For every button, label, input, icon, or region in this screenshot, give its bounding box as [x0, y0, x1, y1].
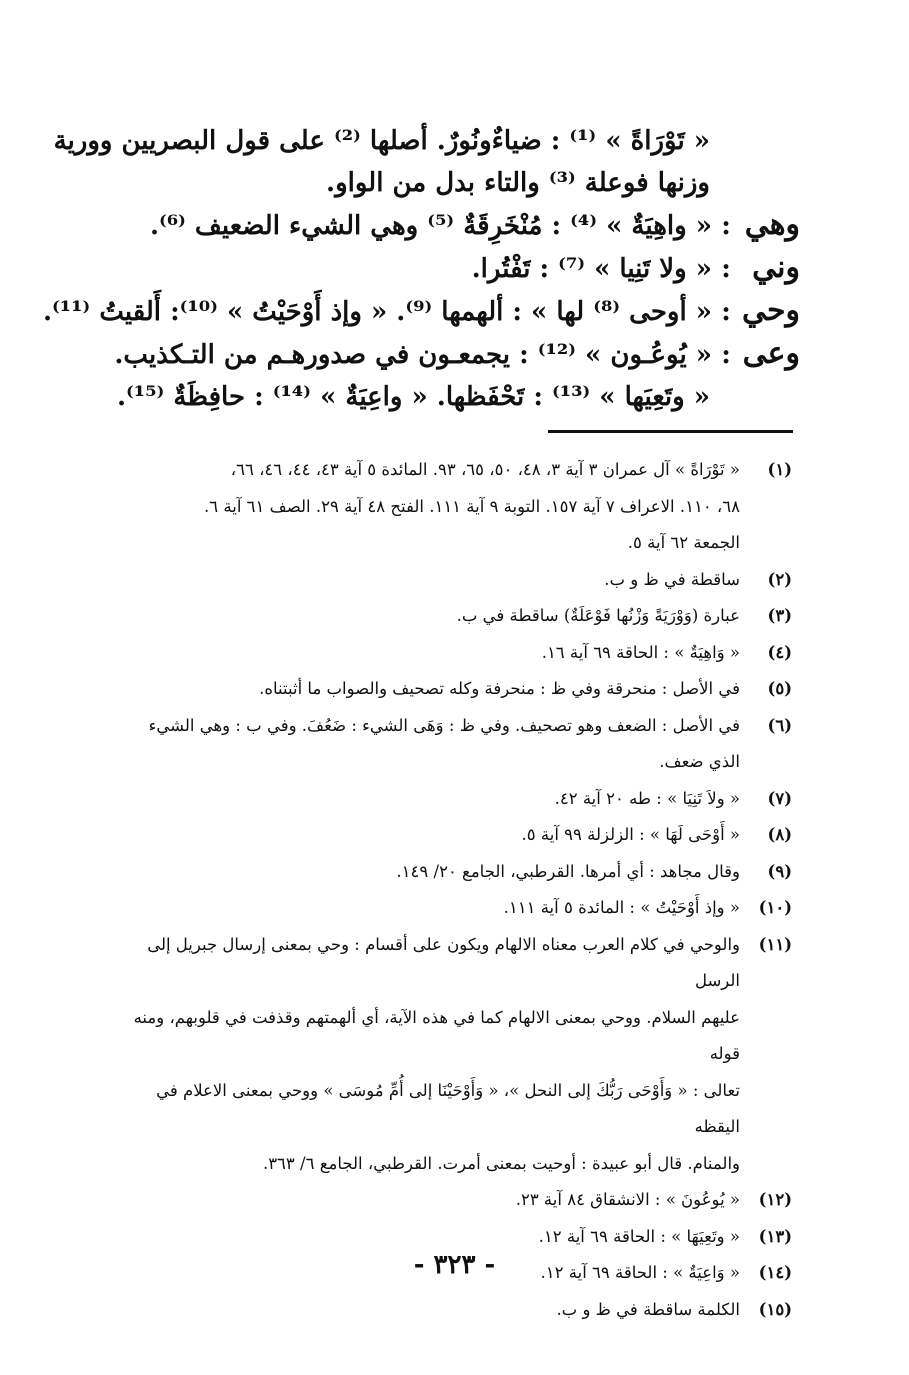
- footnote-number: (١٢): [758, 1190, 792, 1209]
- main-line: [42, 290, 800, 333]
- footnote-number: (١٠): [758, 898, 792, 917]
- footnote-number: (٥): [767, 679, 792, 698]
- footnote-text: في الأصل : الضعف وهو تصحيف. وفي ظ : وَهَى الشيء : ضَعُفَ. وفي ب : وهي الشيء الذي ضعف.: [148, 715, 740, 771]
- footnote: [110, 817, 792, 854]
- footnote-number: (٢): [767, 569, 792, 589]
- footnote: [110, 562, 792, 599]
- main-line-text: « واهِيَةٌ » ⁽⁴⁾ : مُنْخَرِقَةٌ ⁽⁵⁾ وهي الشيء الضعيف ⁽⁶⁾.: [149, 211, 712, 241]
- footnote-text: ساقطة في ظ و ب.: [604, 569, 740, 589]
- main-line: [110, 333, 800, 376]
- root-word: وحي: [741, 293, 800, 328]
- main-line: [110, 247, 800, 290]
- footnotes: [110, 452, 792, 1328]
- page-number: - ٣٢٣ -: [413, 1250, 496, 1280]
- root-colon: :: [721, 340, 731, 370]
- root-word: وهي: [744, 207, 800, 242]
- main-text: [42, 120, 800, 418]
- root-word: وعى: [742, 336, 800, 371]
- footnote-number: (٦): [767, 715, 792, 735]
- footnote: [110, 452, 792, 562]
- footnote: [110, 1292, 792, 1329]
- footnote-text: « تَوْرَاةً » آل عمران ٣ آية ٣، ٤٨، ٥٠، ٦٥، ٩٣. المائدة ٥ آية ٤٣، ٤٤، ٤٦، ٦٦، ٦٨، ١١٠. الاعراف ٧ آية ١٥٧. التوبة ٩ آية ١١١. الفتح ٤٨ آية ٢٩. الصف ٦١ آية ٦. الجمعة ٦٢ آية ٥.: [204, 460, 740, 552]
- footnote-text: « ولاَ تَنِيَا » : طه ٢٠ آية ٤٢.: [554, 788, 740, 808]
- footnote-text: « يُوعُونَ » : الانشقاق ٨٤ آية ٢٣.: [515, 1190, 740, 1209]
- footnote: [110, 1182, 792, 1219]
- footnote-number: (٨): [767, 825, 792, 844]
- footnote: [110, 781, 792, 818]
- footnote: [110, 671, 792, 708]
- footnote: [110, 598, 792, 635]
- main-line: [110, 376, 800, 418]
- footnote: [110, 890, 792, 927]
- footnote-text: والوحي في كلام العرب معناه الالهام ويكون على أقسام : وحي بمعنى إرسال جبريل إلى الرسل عليهم السلام. ووحي بمعنى الالهام كما في هذه الآية، أي ألهمتهم وقذفت في قلوبهم، ومنه قوله تعالى : « وَأَوْحَى رَبُّكَ إلى النحل »، « وَأَوْحَيْنَا إلى أُمِّ مُوسَى » ووحي بمعنى الاعلام في اليقظه والمنام. قال أبو عبيدة : أوحيت بمعنى أمرت. القرطبي، الجامع ٦/ ٣٦٣.: [133, 934, 740, 1173]
- footnote-separator: [548, 430, 793, 433]
- main-line-text: « يُوعُـون » ⁽¹²⁾ : يجمعـون في صدورهـم من التـكذيب.: [114, 340, 712, 370]
- footnote: [110, 635, 792, 672]
- footnote-text: « وَاهِيَةٌ » : الحاقة ٦٩ آية ١٦.: [541, 642, 740, 662]
- footnote-number: (١٣): [758, 1226, 792, 1246]
- footnote-text: « وَاعِيَةٌ » : الحاقة ٦٩ آية ١٢.: [540, 1263, 740, 1282]
- footnote-text: الكلمة ساقطة في ظ و ب.: [556, 1299, 740, 1319]
- footnote-text: في الأصل : منحرقة وفي ظ : منحرفة وكله تصحيف والصواب ما أثبتناه.: [259, 679, 740, 698]
- footnote: [110, 854, 792, 891]
- footnote-number: (٧): [767, 788, 792, 808]
- main-line-text: « تَوْرَاةً » ⁽¹⁾ : ضياءٌونُورٌ. أصلها ⁽²⁾ على قول البصريين وورية: [53, 126, 710, 156]
- main-line-text: « وتَعِيَها » ⁽¹³⁾ : تَحْفَظها. « واعِيَةٌ » ⁽¹⁴⁾ : حافِظَةٌ ⁽¹⁵⁾.: [116, 382, 710, 412]
- footnote-number: (١٥): [758, 1299, 792, 1319]
- footnote-number: (٩): [767, 861, 792, 881]
- footnote-text: « وإذ أَوْحَيْتُ » : المائدة ٥ آية ١١١.: [503, 898, 740, 917]
- footnote-number: (١١): [758, 934, 792, 954]
- footnote-number: (٣): [767, 606, 792, 625]
- main-line: [110, 204, 800, 247]
- footnote-number: (٤): [767, 642, 792, 662]
- footnote-number: (١٤): [758, 1263, 792, 1282]
- main-line: [53, 120, 800, 162]
- footnote-text: « وتَعِيَهَا » : الحاقة ٦٩ آية ١٢.: [538, 1226, 740, 1246]
- root-colon: :: [721, 254, 731, 284]
- root-colon: :: [721, 211, 731, 241]
- root-colon: :: [721, 297, 731, 327]
- footnote-text: عبارة (وَوْرَيَةً وَزْنُها فَوْعَلَةٌ) ساقطة في ب.: [456, 606, 740, 625]
- footnote: [110, 708, 792, 781]
- footnote-number: (١): [767, 460, 792, 479]
- footnote-text: « أَوْحَى لَهَا » : الزلزلة ٩٩ آية ٥.: [521, 825, 740, 844]
- main-line-text: « أوحى ⁽⁸⁾ لها » : ألهمها ⁽⁹⁾. « وإذ أَوْحَيْتُ » ⁽¹⁰⁾: أَلقيتُ ⁽¹¹⁾.: [42, 297, 712, 327]
- root-word: وني: [752, 250, 800, 285]
- footnote: [110, 927, 792, 1183]
- footnote-text: وقال مجاهد : أي أمرها. القرطبي، الجامع ٢٠/ ١٤٩.: [396, 861, 740, 881]
- main-line-text: وزنها فوعلة ⁽³⁾ والتاء بدل من الواو.: [326, 168, 710, 198]
- main-line: [110, 162, 800, 204]
- main-line-text: « ولا تَنِيا » ⁽⁷⁾ : تَفْتُرا.: [471, 254, 712, 284]
